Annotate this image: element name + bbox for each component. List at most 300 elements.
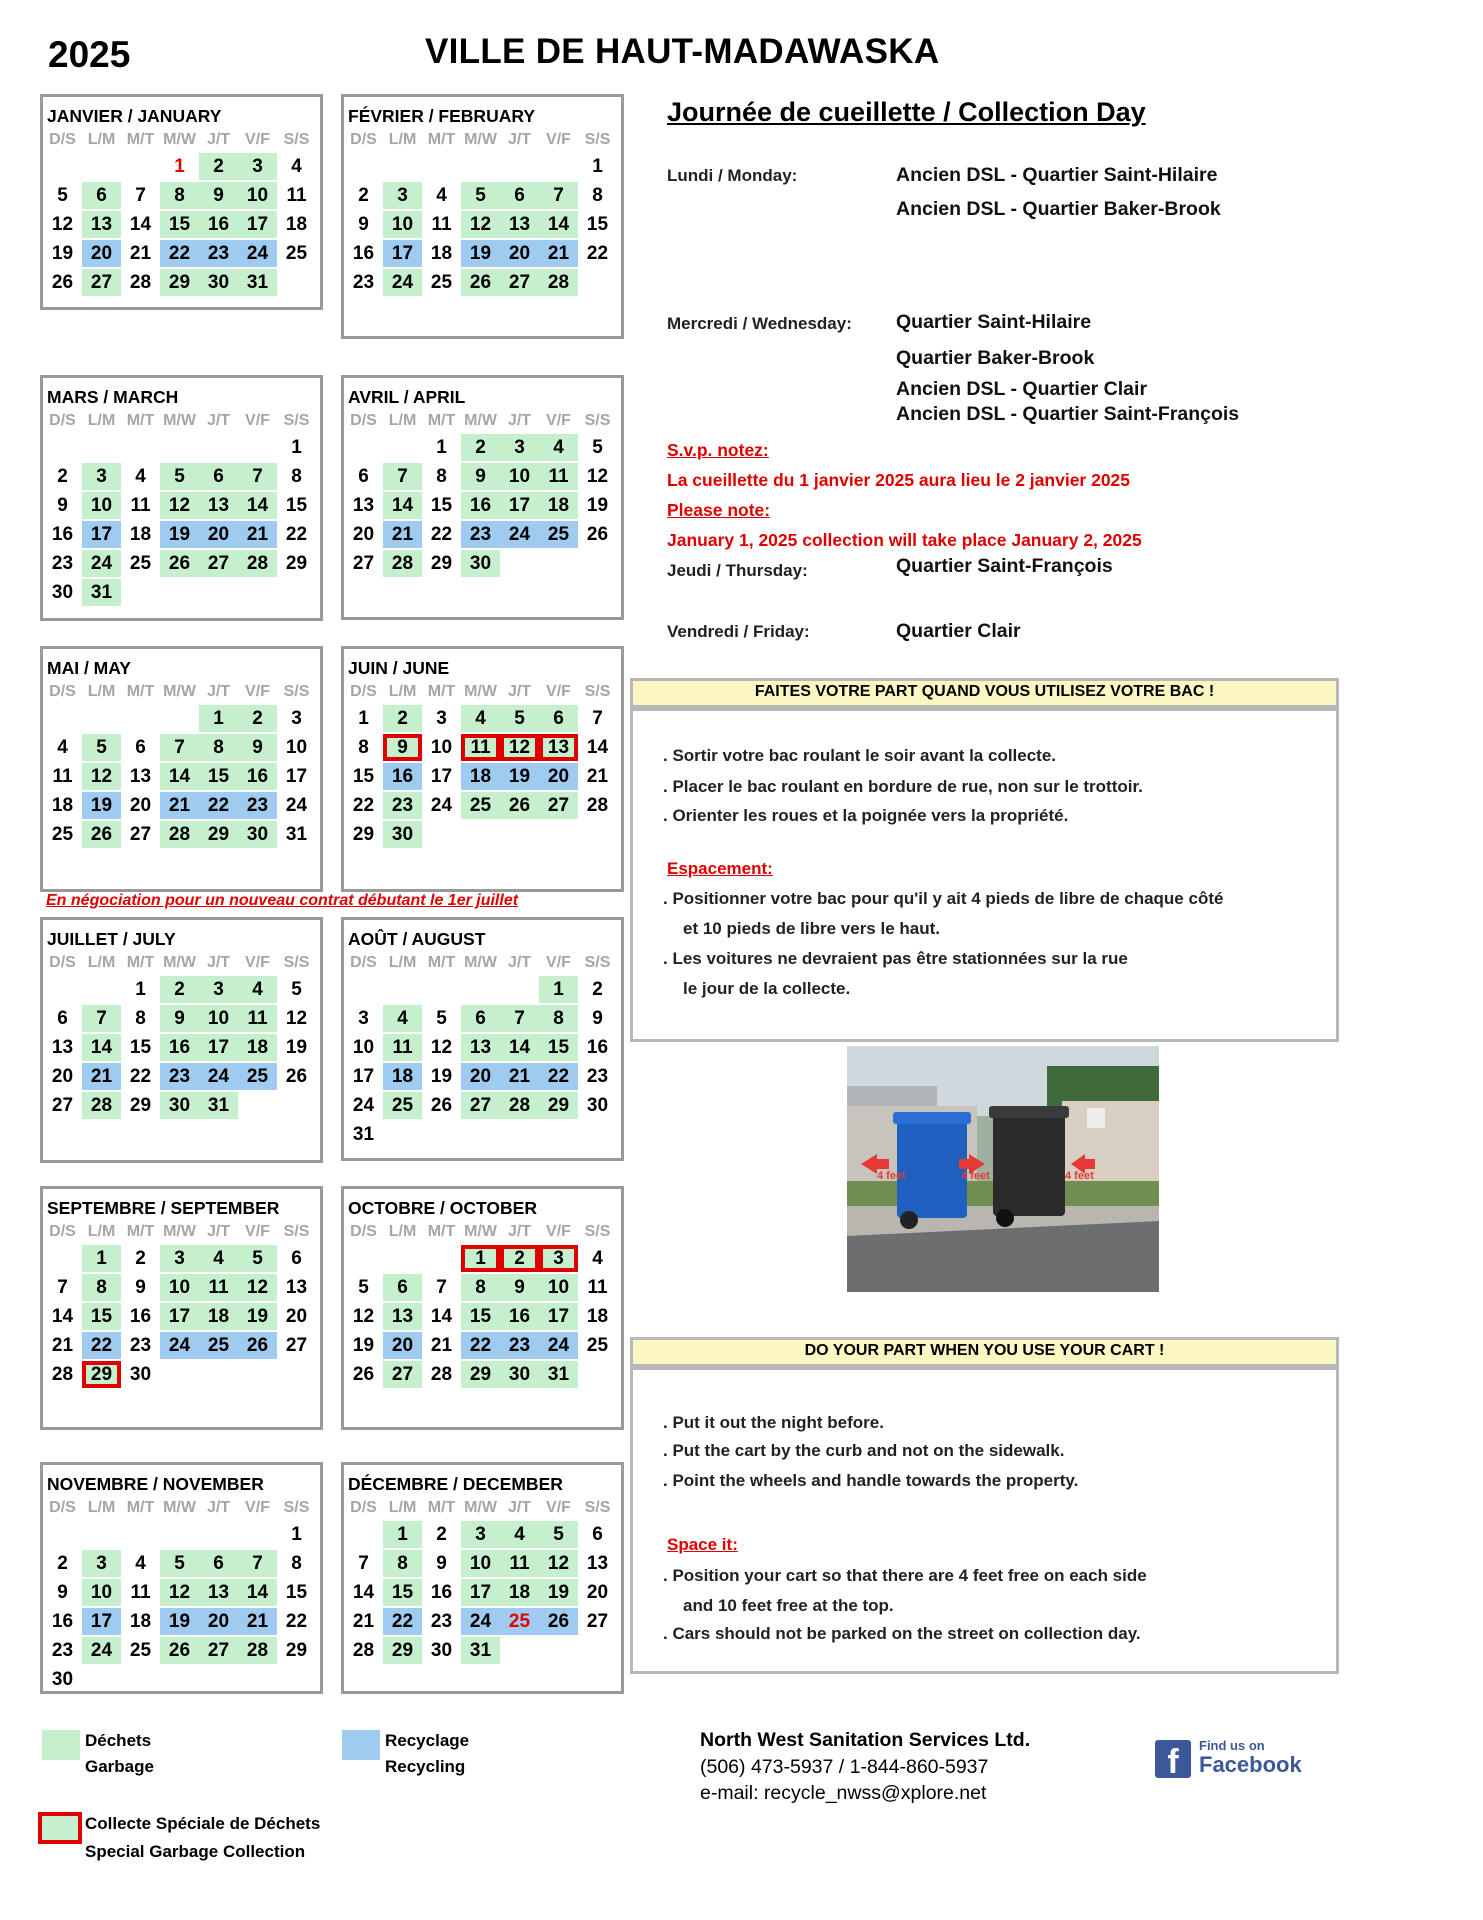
week-row (43, 239, 320, 268)
weekday-label: L/M (388, 412, 417, 429)
weekday-label: L/M (388, 683, 417, 700)
note-en-title: Please note: (667, 500, 771, 520)
calendar-day: 11 (130, 495, 151, 516)
calendar-day: 29 (430, 553, 453, 574)
calendar-empty-day (500, 1637, 539, 1664)
weekday-label: M/W (163, 412, 196, 429)
week-row (344, 210, 621, 239)
calendar-day: 26 (285, 1066, 308, 1087)
calendar-day: 20 (539, 763, 578, 790)
weekday-label: S/S (283, 954, 310, 971)
calendar-empty-day (121, 153, 160, 180)
weekday-header (43, 1220, 320, 1244)
month-name: JANVIER / JANUARY (47, 106, 222, 126)
calendar-day: 11 (52, 766, 73, 787)
calendar-day: 28 (238, 550, 277, 577)
calendar-day: 20 (82, 240, 121, 267)
calendar-day: 6 (500, 182, 539, 209)
calendar-empty-day (82, 1521, 121, 1548)
calendar-empty-day (578, 1121, 617, 1148)
month-name: DÉCEMBRE / DECEMBER (348, 1474, 563, 1494)
calendar-day: 19 (586, 495, 609, 516)
calendar-empty-day (121, 579, 160, 606)
calendar-empty-day (277, 579, 316, 606)
panel-en-line: . Put it out the night before. (663, 1413, 884, 1432)
calendar-day: 22 (586, 243, 609, 264)
weekday-label: M/W (163, 1499, 196, 1516)
calendar-day: 30 (383, 821, 422, 848)
calendar-day: 10 (500, 463, 539, 490)
calendar-day: 19 (238, 1303, 277, 1330)
week-row (344, 1331, 621, 1360)
wednesday-area-4: Ancien DSL - Quartier Saint-François (896, 403, 1240, 425)
friday-label: Vendredi / Friday: (667, 622, 810, 641)
weekday-label: M/T (126, 1499, 155, 1516)
facebook-find-text: Find us on (1199, 1738, 1265, 1753)
calendar-day: 12 (51, 214, 74, 235)
company-phone: (506) 473-5937 / 1-844-860-5937 (700, 1756, 989, 1778)
calendar-day: 1 (461, 1245, 500, 1272)
calendar-empty-day (160, 705, 199, 732)
week-row (344, 791, 621, 820)
calendar-day: 19 (82, 792, 121, 819)
calendar-day: 31 (238, 269, 277, 296)
calendar-day: 14 (51, 1306, 74, 1327)
calendar-day: 27 (352, 553, 375, 574)
year-title: 2025 (48, 34, 131, 75)
calendar-day: 21 (238, 1608, 277, 1635)
calendar-day: 11 (286, 185, 307, 206)
calendar-empty-day (500, 153, 539, 180)
calendar-day: 9 (436, 1553, 447, 1574)
calendar-empty-day (160, 1521, 199, 1548)
weekday-header (344, 1220, 621, 1244)
month-calendar (341, 375, 624, 620)
calendar-day: 20 (199, 1608, 238, 1635)
calendar-day: 22 (383, 1608, 422, 1635)
calendar-empty-day (43, 976, 82, 1003)
calendar-day: 20 (461, 1063, 500, 1090)
calendar-day: 10 (160, 1274, 199, 1301)
weekday-label: L/M (388, 954, 417, 971)
calendar-empty-day (422, 1121, 461, 1148)
calendar-day: 11 (199, 1274, 238, 1301)
weekday-label: J/T (206, 412, 231, 429)
calendar-day: 29 (285, 553, 308, 574)
calendar-day: 23 (160, 1063, 199, 1090)
panel-fr-line: . Les voitures ne devraient pas être stationnées sur la rue (663, 949, 1128, 968)
calendar-empty-day (238, 434, 277, 461)
weekday-label: L/M (388, 1223, 417, 1240)
week-row (43, 1549, 320, 1578)
calendar-day: 3 (500, 434, 539, 461)
calendar-day: 25 (129, 1640, 152, 1661)
calendar-day: 16 (352, 243, 375, 264)
week-row (43, 820, 320, 849)
weekday-label: M/T (427, 1223, 456, 1240)
weekday-label: L/M (388, 1499, 417, 1516)
calendar-day: 28 (539, 269, 578, 296)
week-row (43, 1636, 320, 1665)
calendar-day: 3 (160, 1245, 199, 1272)
calendar-day: 26 (238, 1332, 277, 1359)
week-row (43, 491, 320, 520)
calendar-day: 30 (199, 269, 238, 296)
month-calendar (40, 94, 323, 310)
calendar-day: 9 (383, 734, 422, 761)
week-row (344, 549, 621, 578)
calendar-day: 20 (352, 524, 375, 545)
calendar-day: 25 (461, 792, 500, 819)
weekday-label: M/W (464, 412, 497, 429)
week-row (344, 733, 621, 762)
calendar-day: 27 (129, 824, 152, 845)
calendar-empty-day (539, 1121, 578, 1148)
weekday-label: D/S (49, 131, 76, 148)
month-calendar (341, 1186, 624, 1430)
panel-fr-title: FAITES VOTRE PART QUAND VOUS UTILISEZ VOTRE BAC ! (630, 678, 1339, 708)
calendar-day: 18 (500, 1579, 539, 1606)
calendar-day: 1 (383, 1521, 422, 1548)
calendar-empty-day (121, 1521, 160, 1548)
calendar-empty-day (461, 976, 500, 1003)
calendar-day: 29 (160, 269, 199, 296)
week-row (43, 1244, 320, 1273)
week-row (344, 1360, 621, 1389)
panel-fr-line: . Placer le bac roulant en bordure de rue, non sur le trottoir. (663, 777, 1143, 796)
week-row (344, 181, 621, 210)
calendar-day: 7 (383, 463, 422, 490)
panel-fr-subtitle: Espacement: (667, 859, 773, 878)
calendar-day: 21 (160, 792, 199, 819)
week-row (344, 1004, 621, 1033)
calendar-day: 17 (285, 766, 308, 787)
calendar-day: 4 (238, 976, 277, 1003)
page-title: VILLE DE HAUT-MADAWASKA (425, 32, 940, 71)
calendar-empty-day (199, 1521, 238, 1548)
calendar-day: 31 (199, 1092, 238, 1119)
week-row (43, 1360, 320, 1389)
legend-special-en: Special Garbage Collection (85, 1842, 306, 1861)
week-row (344, 1302, 621, 1331)
calendar-day: 1 (291, 1524, 302, 1545)
calendar-day: 30 (51, 1669, 74, 1690)
calendar-empty-day (578, 269, 617, 296)
week-row (43, 1331, 320, 1360)
calendar-day: 18 (586, 1306, 609, 1327)
weekday-label: J/T (206, 1223, 231, 1240)
calendar-day: 24 (539, 1332, 578, 1359)
calendar-day: 17 (500, 492, 539, 519)
calendar-day: 9 (461, 463, 500, 490)
calendar-empty-day (500, 821, 539, 848)
calendar-day: 10 (539, 1274, 578, 1301)
week-row (344, 239, 621, 268)
calendar-day: 15 (82, 1303, 121, 1330)
calendar-day: 21 (586, 766, 609, 787)
week-row (344, 762, 621, 791)
calendar-day: 17 (383, 240, 422, 267)
company-name: North West Sanitation Services Ltd. (700, 1729, 1031, 1751)
week-row (344, 1062, 621, 1091)
thursday-area-1: Quartier Saint-François (896, 555, 1113, 577)
calendar-day: 21 (383, 521, 422, 548)
weekday-label: S/S (283, 1223, 310, 1240)
calendar-day: 3 (199, 976, 238, 1003)
calendar-day: 17 (160, 1303, 199, 1330)
week-row (344, 520, 621, 549)
calendar-day: 24 (461, 1608, 500, 1635)
weekday-label: D/S (350, 1499, 377, 1516)
calendar-day: 2 (238, 705, 277, 732)
calendar-day: 27 (199, 1637, 238, 1664)
calendar-empty-day (160, 1666, 199, 1693)
calendar-empty-day (277, 269, 316, 296)
weekday-header (43, 951, 320, 975)
calendar-day: 13 (285, 1277, 308, 1298)
calendar-day: 11 (383, 1034, 422, 1061)
calendar-empty-day (422, 1245, 461, 1272)
calendar-day: 4 (135, 466, 146, 487)
calendar-day: 30 (461, 550, 500, 577)
weekday-label: J/T (206, 131, 231, 148)
friday-area-1: Quartier Clair (896, 620, 1021, 642)
calendar-day: 25 (285, 243, 308, 264)
weekday-label: M/W (464, 954, 497, 971)
weekday-label: D/S (350, 131, 377, 148)
week-row (43, 578, 320, 607)
calendar-day: 12 (352, 1306, 375, 1327)
calendar-day: 31 (352, 1124, 375, 1145)
calendar-empty-day (344, 1245, 383, 1272)
calendar-day: 10 (352, 1037, 375, 1058)
month-calendar (341, 1462, 624, 1694)
calendar-day: 5 (500, 705, 539, 732)
calendar-day: 30 (430, 1640, 453, 1661)
weekday-label: S/S (584, 1499, 611, 1516)
legend-recycling-fr: Recyclage (385, 1731, 470, 1750)
calendar-day: 28 (51, 1364, 74, 1385)
calendar-day: 14 (500, 1034, 539, 1061)
calendar-day: 1 (539, 976, 578, 1003)
panel-fr-line: le jour de la collecte. (683, 979, 851, 998)
calendar-day: 22 (539, 1063, 578, 1090)
calendar-day: 9 (592, 1008, 603, 1029)
calendar-day: 10 (82, 492, 121, 519)
panel-en-line: . Point the wheels and handle towards the property. (663, 1471, 1079, 1490)
calendar-day: 16 (199, 211, 238, 238)
calendar-day: 29 (539, 1092, 578, 1119)
calendar-day: 8 (160, 182, 199, 209)
weekday-label: D/S (49, 1499, 76, 1516)
wednesday-label: Mercredi / Wednesday: (667, 314, 852, 333)
week-row (344, 1091, 621, 1120)
weekday-label: L/M (388, 131, 417, 148)
week-row (43, 704, 320, 733)
calendar-day: 24 (160, 1332, 199, 1359)
calendar-day: 26 (586, 524, 609, 545)
calendar-day: 1 (82, 1245, 121, 1272)
calendar-empty-day (238, 1361, 277, 1388)
calendar-day: 23 (500, 1332, 539, 1359)
calendar-day: 6 (199, 1550, 238, 1577)
calendar-day: 28 (160, 821, 199, 848)
calendar-day: 12 (82, 763, 121, 790)
calendar-day: 15 (586, 214, 609, 235)
calendar-day: 30 (238, 821, 277, 848)
calendar-day: 22 (129, 1066, 152, 1087)
weekday-label: M/W (464, 683, 497, 700)
collection-heading: Journée de cueillette / Collection Day (667, 97, 1146, 127)
calendar-day: 25 (430, 272, 453, 293)
calendar-day: 13 (199, 492, 238, 519)
company-email: e-mail: recycle_nwss@xplore.net (700, 1782, 987, 1804)
week-row (43, 152, 320, 181)
week-row (43, 210, 320, 239)
calendar-day: 16 (500, 1303, 539, 1330)
calendar-empty-day (422, 976, 461, 1003)
weekday-label: V/F (546, 954, 571, 971)
month-name: MARS / MARCH (47, 387, 179, 407)
calendar-day: 18 (129, 1611, 152, 1632)
weekday-label: L/M (87, 412, 116, 429)
weekday-label: L/M (87, 683, 116, 700)
calendar-day: 30 (586, 1095, 609, 1116)
calendar-day: 12 (160, 492, 199, 519)
calendar-empty-day (82, 1666, 121, 1693)
calendar-day: 15 (352, 766, 375, 787)
calendar-day: 4 (592, 1248, 603, 1269)
calendar-day: 27 (500, 269, 539, 296)
calendar-empty-day (238, 1521, 277, 1548)
panel-fr-line: . Positionner votre bac pour qu'il y ait 4 pieds de libre de chaque côté (663, 889, 1224, 908)
calendar-empty-day (500, 550, 539, 577)
calendar-day: 22 (285, 1611, 308, 1632)
weekday-label: D/S (350, 412, 377, 429)
calendar-day: 18 (383, 1063, 422, 1090)
calendar-day: 17 (539, 1303, 578, 1330)
calendar-day: 19 (500, 763, 539, 790)
calendar-day: 1 (436, 437, 447, 458)
wednesday-area-3: Ancien DSL - Quartier Clair (896, 378, 1148, 400)
week-row (344, 975, 621, 1004)
calendar-day: 4 (291, 156, 302, 177)
weekday-label: V/F (546, 683, 571, 700)
week-row (344, 1578, 621, 1607)
calendar-day: 22 (199, 792, 238, 819)
weekday-label: J/T (507, 1499, 532, 1516)
weekday-header (344, 409, 621, 433)
calendar-day: 28 (586, 795, 609, 816)
calendar-day: 13 (129, 766, 152, 787)
calendar-day: 18 (539, 492, 578, 519)
calendar-empty-day (160, 579, 199, 606)
facebook-brand-text: Facebook (1199, 1752, 1302, 1777)
calendar-day: 2 (461, 434, 500, 461)
weekday-label: S/S (283, 131, 310, 148)
calendar-day: 5 (160, 1550, 199, 1577)
calendar-day: 19 (539, 1579, 578, 1606)
weekday-label: M/W (163, 683, 196, 700)
weekday-label: M/T (126, 954, 155, 971)
weekday-label: L/M (87, 1499, 116, 1516)
weekday-label: S/S (283, 1499, 310, 1516)
calendar-day: 16 (51, 524, 74, 545)
calendar-day: 14 (539, 211, 578, 238)
calendar-day: 24 (199, 1063, 238, 1090)
calendar-day: 21 (238, 521, 277, 548)
month-name: JUILLET / JULY (47, 929, 176, 949)
weekday-label: D/S (350, 954, 377, 971)
panel-en-line: . Cars should not be parked on the street on collection day. (663, 1624, 1141, 1643)
calendar-day: 29 (383, 1637, 422, 1664)
week-row (43, 791, 320, 820)
calendar-day: 22 (461, 1332, 500, 1359)
calendar-day: 7 (436, 1277, 447, 1298)
calendar-day: 28 (352, 1640, 375, 1661)
calendar-empty-day (383, 1245, 422, 1272)
weekday-label: M/W (464, 1499, 497, 1516)
calendar-empty-day (539, 1637, 578, 1664)
calendar-day: 13 (199, 1579, 238, 1606)
calendar-day: 27 (199, 550, 238, 577)
calendar-day: 22 (430, 524, 453, 545)
week-row (344, 1636, 621, 1665)
cart-placement-photo (847, 1046, 1159, 1292)
calendar-day: 5 (160, 463, 199, 490)
calendar-empty-day (383, 153, 422, 180)
calendar-empty-day (160, 434, 199, 461)
calendar-day: 23 (51, 553, 74, 574)
calendar-day: 25 (383, 1092, 422, 1119)
calendar-day: 29 (285, 1640, 308, 1661)
calendar-day: 23 (383, 792, 422, 819)
week-row (43, 520, 320, 549)
month-calendar (40, 917, 323, 1163)
calendar-day: 24 (285, 795, 308, 816)
calendar-day: 18 (51, 795, 74, 816)
calendar-empty-day (578, 821, 617, 848)
calendar-day: 7 (592, 708, 603, 729)
calendar-day: 17 (238, 211, 277, 238)
calendar-day: 6 (57, 1008, 68, 1029)
calendar-day: 11 (539, 463, 578, 490)
weekday-label: M/T (126, 131, 155, 148)
calendar-day: 7 (358, 1553, 369, 1574)
calendar-day: 25 (539, 521, 578, 548)
panel-en-title: DO YOUR PART WHEN YOU USE YOUR CART ! (630, 1337, 1339, 1367)
calendar-day: 25 (51, 824, 74, 845)
calendar-day: 26 (461, 269, 500, 296)
calendar-day: 24 (82, 550, 121, 577)
calendar-day: 14 (238, 1579, 277, 1606)
legend-garbage-fr: Déchets (85, 1731, 152, 1750)
calendar-empty-day (199, 579, 238, 606)
calendar-day: 15 (539, 1034, 578, 1061)
week-row (43, 1302, 320, 1331)
calendar-day: 9 (500, 1274, 539, 1301)
weekday-label: M/W (163, 131, 196, 148)
calendar-day: 18 (199, 1303, 238, 1330)
calendar-day: 25 (129, 553, 152, 574)
calendar-day: 13 (51, 1037, 74, 1058)
weekday-header (43, 1496, 320, 1520)
calendar-day: 4 (461, 705, 500, 732)
month-name: NOVEMBRE / NOVEMBER (47, 1474, 264, 1494)
calendar-empty-day (383, 1121, 422, 1148)
weekday-label: M/T (427, 1499, 456, 1516)
facebook-badge[interactable] (1155, 1738, 1302, 1782)
